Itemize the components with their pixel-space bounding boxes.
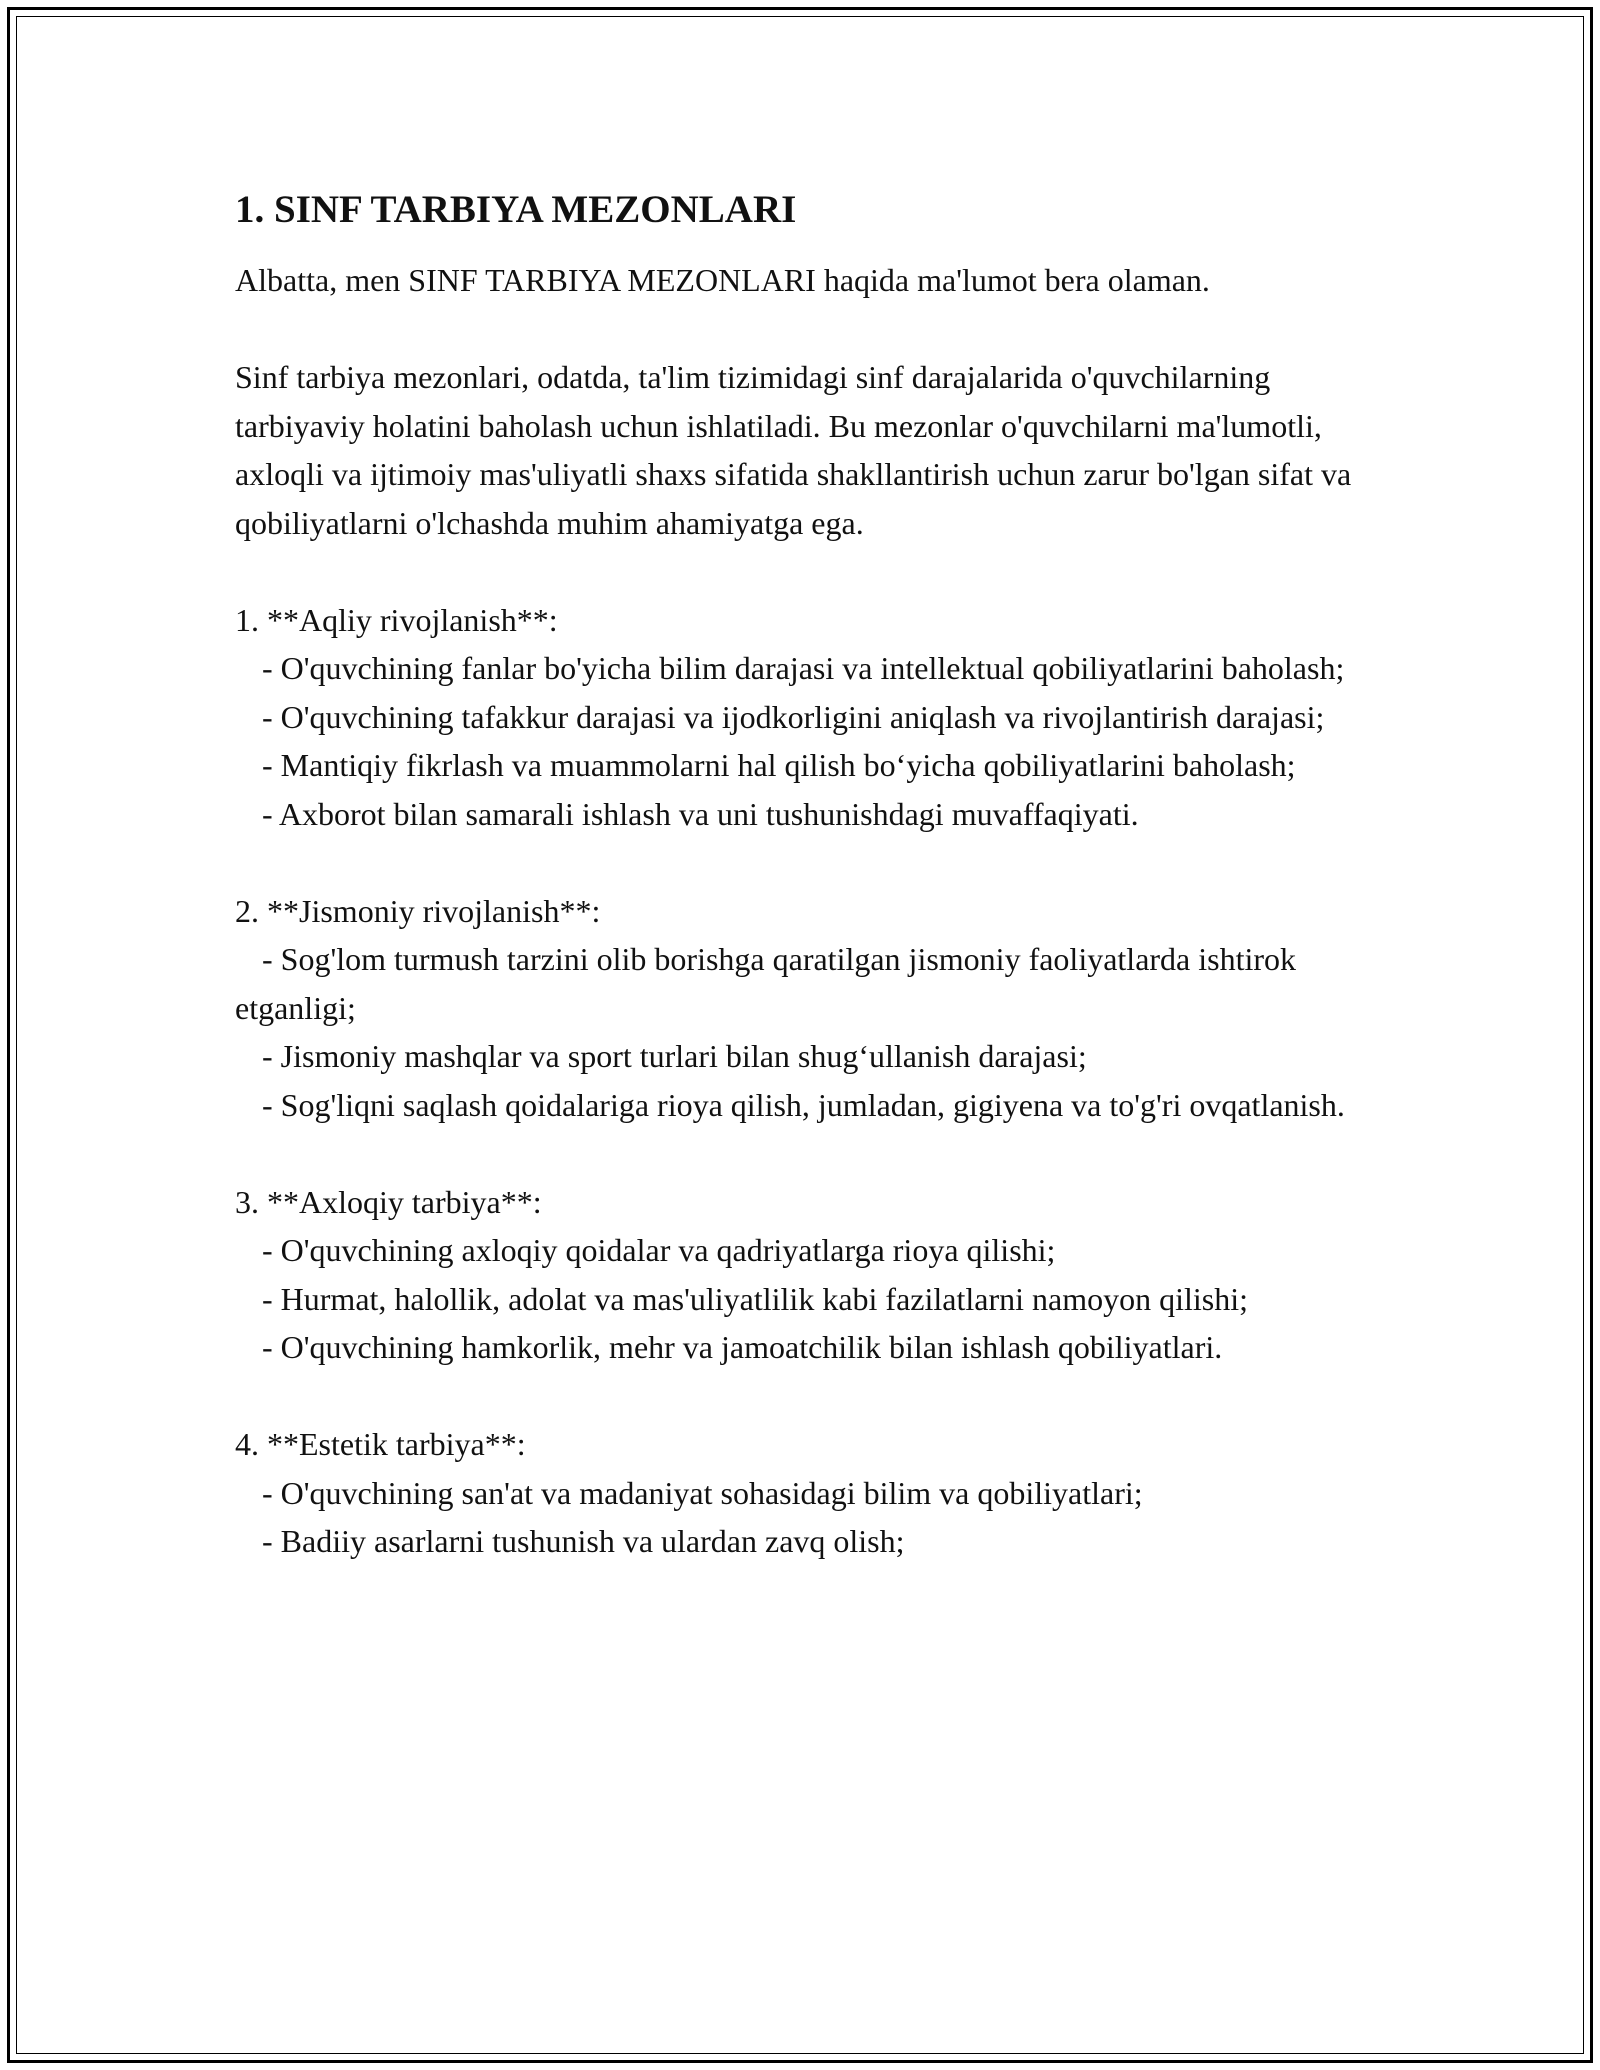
- section-axloqiy: [235, 1178, 1395, 1372]
- section-heading: 2. **Jismoniy rivojlanish**:: [235, 892, 601, 929]
- list-item: - O'quvchining fanlar bo'yicha bilim darajasi va intellektual qobiliyatlarini baholash;: [262, 650, 1345, 686]
- section-aqliy: [235, 596, 1395, 839]
- section-heading: 1. **Aqliy rivojlanish**:: [235, 601, 558, 638]
- section-estetik: [235, 1420, 1395, 1566]
- description-paragraph: Sinf tarbiya mezonlari, odatda, ta'lim tizimidagi sinf darajalarida o'quvchilarning tarbiyaviy holatini baholash uchun ishlatiladi. Bu mezonlar o'quvchilarni ma'lumotli, axloqli va ijtimoiy mas'uliyatli shaxs sifatida shakllantirish uchun zarur bo'lgan sifat va qobiliyatlarni o'lchashda muhim ahamiyatga ega.: [235, 359, 1352, 541]
- list-item: - Axborot bilan samarali ishlash va uni tushunishdagi muvaffaqiyati.: [262, 795, 1139, 832]
- list-item: - Mantiqiy fikrlash va muammolarni hal qilish bo‘yicha qobiliyatlarini baholash;: [262, 747, 1296, 783]
- list-item: - Sog'lom turmush tarzini olib borishga qaratilgan jismoniy faoliyatlarda ishtirok etganligi;: [235, 941, 1297, 1026]
- list-item: - O'quvchining san'at va madaniyat sohasidagi bilim va qobiliyatlari;: [262, 1474, 1143, 1511]
- list-item: - Sog'liqni saqlash qoidalariga rioya qilish, jumladan, gigiyena va to'g'ri ovqatlanish.: [262, 1086, 1345, 1123]
- list-item: - O'quvchining axloqiy qoidalar va qadriyatlarga rioya qilishi;: [262, 1232, 1056, 1268]
- document-title: 1. SINF TARBIYA MEZONLARI: [235, 188, 797, 231]
- section-jismoniy: [235, 887, 1395, 1130]
- list-item: - Badiiy asarlarni tushunish va ulardan zavq olish;: [262, 1523, 905, 1559]
- list-item: - O'quvchining hamkorlik, mehr va jamoatchilik bilan ishlash qobiliyatlari.: [262, 1329, 1223, 1365]
- list-item: - O'quvchining tafakkur darajasi va ijodkorligini aniqlash va rivojlantirish darajasi;: [262, 698, 1325, 735]
- list-item: - Jismoniy mashqlar va sport turlari bilan shug‘ullanish darajasi;: [262, 1038, 1087, 1074]
- document-body: [235, 186, 1395, 1614]
- section-heading: 4. **Estetik tarbiya**:: [235, 1426, 526, 1462]
- intro-text: Albatta, men SINF TARBIYA MEZONLARI haqida ma'lumot bera olaman.: [235, 262, 1210, 298]
- list-item: - Hurmat, halollik, adolat va mas'uliyatlilik kabi fazilatlarni namoyon qilishi;: [262, 1280, 1248, 1317]
- section-heading: 3. **Axloqiy tarbiya**:: [235, 1183, 542, 1220]
